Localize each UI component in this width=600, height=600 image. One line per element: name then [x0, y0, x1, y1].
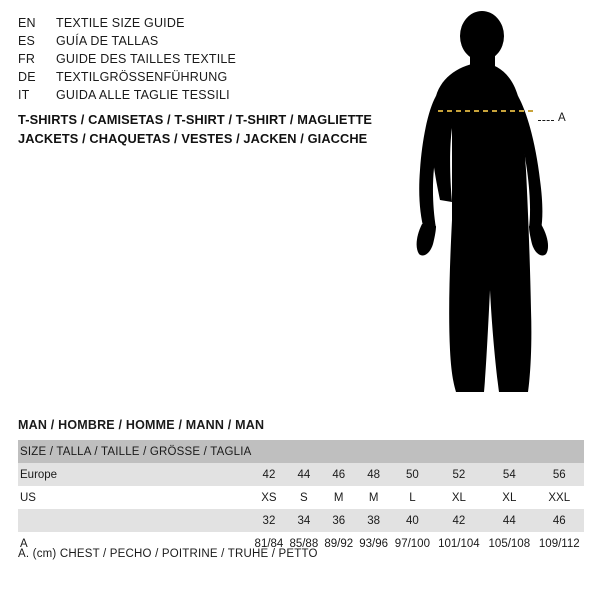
body-silhouette-icon — [400, 10, 600, 410]
language-code: DE — [18, 70, 36, 84]
language-code: FR — [18, 52, 36, 66]
language-title: TEXTILGRÖSSENFÜHRUNG — [56, 70, 228, 84]
cell: 38 — [356, 509, 391, 532]
size-table — [18, 440, 584, 555]
cell: 46 — [535, 509, 584, 532]
cell: 36 — [321, 509, 356, 532]
category-jackets: JACKETS / CHAQUETAS / VESTES / JACKEN / GIACCHE — [18, 131, 368, 146]
cell: 81/84 — [252, 532, 287, 555]
cell: 40 — [391, 509, 434, 532]
cell: XL — [484, 486, 534, 509]
cell: M — [321, 486, 356, 509]
language-row — [18, 88, 398, 106]
row-label: A — [18, 532, 252, 555]
row-label — [18, 509, 252, 532]
cell — [434, 440, 484, 463]
category-tshirts: T-SHIRTS / CAMISETAS / T-SHIRT / T-SHIRT / MAGLIETTE — [18, 112, 373, 127]
language-title: GUIDA ALLE TAGLIE TESSILI — [56, 88, 230, 102]
cell: 44 — [484, 509, 534, 532]
cell: 50 — [391, 463, 434, 486]
cell — [356, 440, 391, 463]
cell: M — [356, 486, 391, 509]
cell — [321, 440, 356, 463]
language-title: GUÍA DE TALLAS — [56, 34, 159, 48]
cell: XXL — [535, 486, 584, 509]
cell: 54 — [484, 463, 534, 486]
mannequin-figure — [400, 10, 600, 410]
row-label: Europe — [18, 463, 252, 486]
cell: 89/92 — [321, 532, 356, 555]
table-title: MAN / HOMBRE / HOMME / MANN / MAN — [18, 418, 265, 432]
cell: 101/104 — [434, 532, 484, 555]
language-row — [18, 34, 398, 52]
cell: 34 — [286, 509, 321, 532]
cell: 85/88 — [286, 532, 321, 555]
cell — [286, 440, 321, 463]
cell: 32 — [252, 509, 287, 532]
table-row — [18, 509, 584, 532]
cell: L — [391, 486, 434, 509]
language-title: TEXTILE SIZE GUIDE — [56, 16, 185, 30]
cell: 93/96 — [356, 532, 391, 555]
cell: 97/100 — [391, 532, 434, 555]
footnote: A. (cm) CHEST / PECHO / POITRINE / TRUHE / PETTO — [18, 548, 318, 560]
cell: 48 — [356, 463, 391, 486]
category-list — [18, 110, 418, 148]
language-row — [18, 52, 398, 70]
language-row — [18, 16, 398, 34]
cell: 42 — [434, 509, 484, 532]
cell — [535, 440, 584, 463]
measure-label-a: A — [558, 112, 567, 124]
cell: XS — [252, 486, 287, 509]
language-title: GUIDE DES TAILLES TEXTILE — [56, 52, 237, 66]
cell: 46 — [321, 463, 356, 486]
cell: S — [286, 486, 321, 509]
cell — [252, 440, 287, 463]
table-row — [18, 440, 584, 463]
cell: XL — [434, 486, 484, 509]
language-code: IT — [18, 88, 30, 102]
row-label: SIZE / TALLA / TAILLE / GRÖSSE / TAGLIA — [18, 440, 252, 463]
cell: 42 — [252, 463, 287, 486]
cell — [391, 440, 434, 463]
cell: 44 — [286, 463, 321, 486]
language-list — [18, 16, 398, 106]
row-label: US — [18, 486, 252, 509]
table-row — [18, 486, 584, 509]
table-row — [18, 463, 584, 486]
language-row — [18, 70, 398, 88]
cell: 56 — [535, 463, 584, 486]
cell — [484, 440, 534, 463]
language-code: ES — [18, 34, 36, 48]
cell: 105/108 — [484, 532, 534, 555]
cell: 52 — [434, 463, 484, 486]
language-code: EN — [18, 16, 36, 30]
measure-leader-line — [538, 120, 554, 121]
cell: 109/112 — [535, 532, 584, 555]
